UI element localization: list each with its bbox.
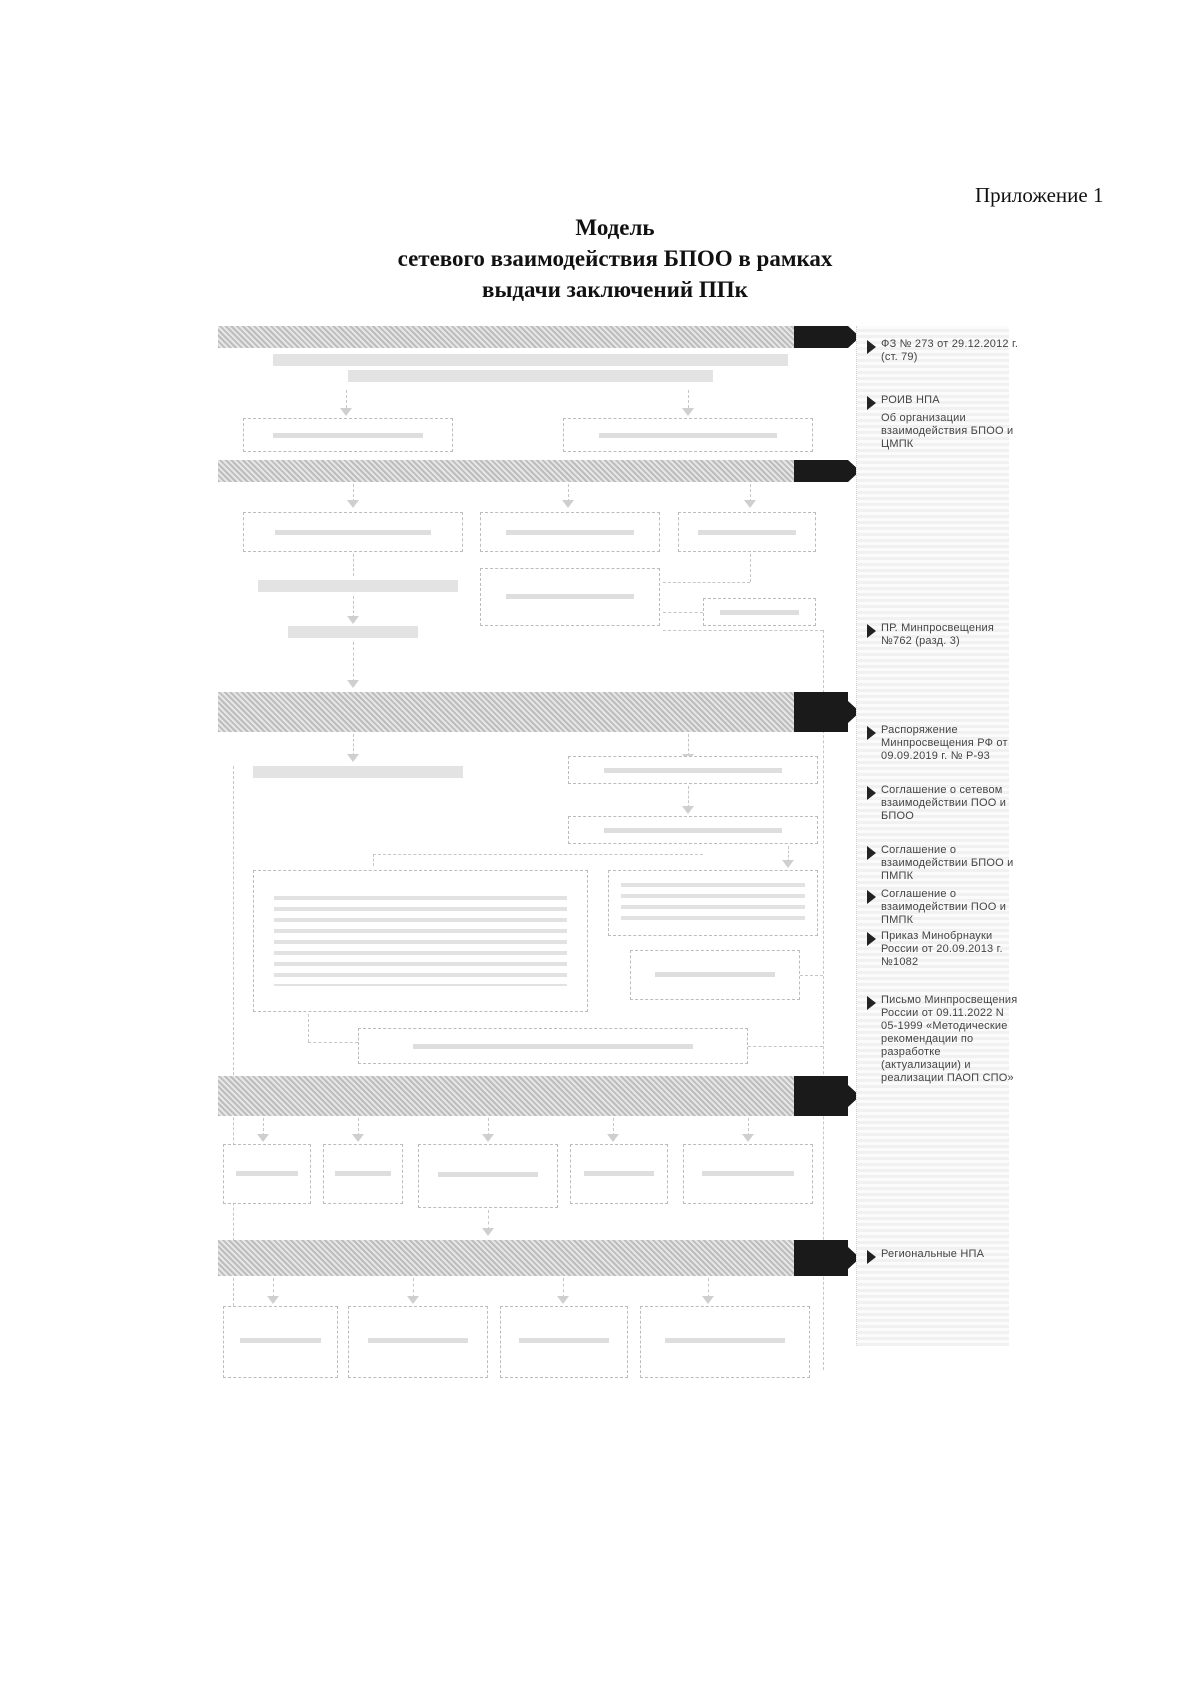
node-federal-monitoring	[223, 1306, 338, 1378]
node-dynamics-control	[683, 1144, 813, 1204]
title-line-1: Модель	[575, 215, 655, 240]
node-bpoo-resources	[570, 1144, 668, 1204]
title-line-3: выдачи заключений ППк	[482, 277, 748, 302]
node-aop-development	[323, 1144, 403, 1204]
stage-bar-regional-act	[218, 326, 848, 348]
legal-ref-3: Об организации взаимодействия БПОО и ЦМПК	[881, 412, 1014, 450]
legal-ref-8: Соглашение о взаимодействии ПОО и ПМПК	[867, 888, 1021, 927]
stage-bar-stage-3	[218, 1076, 848, 1116]
legal-ref-11: Региональные НПА	[867, 1248, 1021, 1261]
appendix-label: Приложение 1	[975, 183, 1104, 207]
stage-bar-stage-2	[218, 692, 848, 732]
stage-bar-stage-4	[218, 1240, 848, 1276]
node-regional-acts	[243, 418, 453, 452]
node-learners-parents	[243, 512, 463, 552]
node-poo-base	[253, 870, 588, 1012]
legal-ref-7: Соглашение о взаимодействии БПОО и ПМПК	[867, 844, 1021, 883]
node-route-correction	[630, 950, 800, 1000]
title-line-2: сетевого взаимодействия БПОО в рамках	[397, 246, 833, 271]
node-regional-operators	[480, 512, 660, 552]
legal-ref-10: Письмо Минпросвещения России от 09.11.2022 N 05-1999 «Методические рекомендации по разработке (актуализации) и реализации ПАОП СПО»	[867, 994, 1021, 1085]
node-satisfaction-survey	[640, 1306, 810, 1378]
legal-ref-5: Распоряжение Минпросвещения РФ от 09.09.2019 г. № Р-93	[867, 724, 1021, 763]
text-block-authorities-line2	[348, 370, 713, 382]
node-ppk-work	[568, 816, 818, 844]
node-employment-monitoring	[500, 1306, 628, 1378]
stage-bar-stage-1	[218, 460, 848, 482]
text-admission	[288, 626, 418, 638]
node-without-pmpk	[568, 756, 818, 784]
node-pmpk-examination	[358, 1028, 748, 1064]
node-pmpk	[678, 512, 816, 552]
legal-ref-2: РОИВ НПА	[867, 394, 1021, 407]
interaction-scheme	[218, 326, 1019, 1346]
node-special-conditions	[223, 1144, 311, 1204]
node-roiv-monitoring	[348, 1306, 488, 1378]
legal-references-column	[856, 326, 1019, 1346]
node-regional-database	[480, 568, 660, 626]
legal-ref-6: Соглашение о сетевом взаимодействии ПОО и БПОО	[867, 784, 1021, 823]
legal-ref-1: ФЗ № 273 от 29.12.2012 г. (ст. 79)	[867, 338, 1021, 364]
text-block-authorities	[273, 354, 788, 366]
node-bpoo-base	[608, 870, 818, 936]
node-consultation	[418, 1144, 558, 1208]
document-title	[300, 212, 930, 305]
legal-ref-4: ПР. Минпросвещения №762 (разд. 3)	[867, 622, 1021, 648]
node-control	[563, 418, 813, 452]
node-poo-oo	[703, 598, 816, 626]
text-with-pmpk	[253, 766, 463, 778]
text-profession-choice	[258, 580, 458, 592]
legal-ref-9: Приказ Минобрнауки России от 20.09.2013 г. №1082	[867, 930, 1021, 969]
